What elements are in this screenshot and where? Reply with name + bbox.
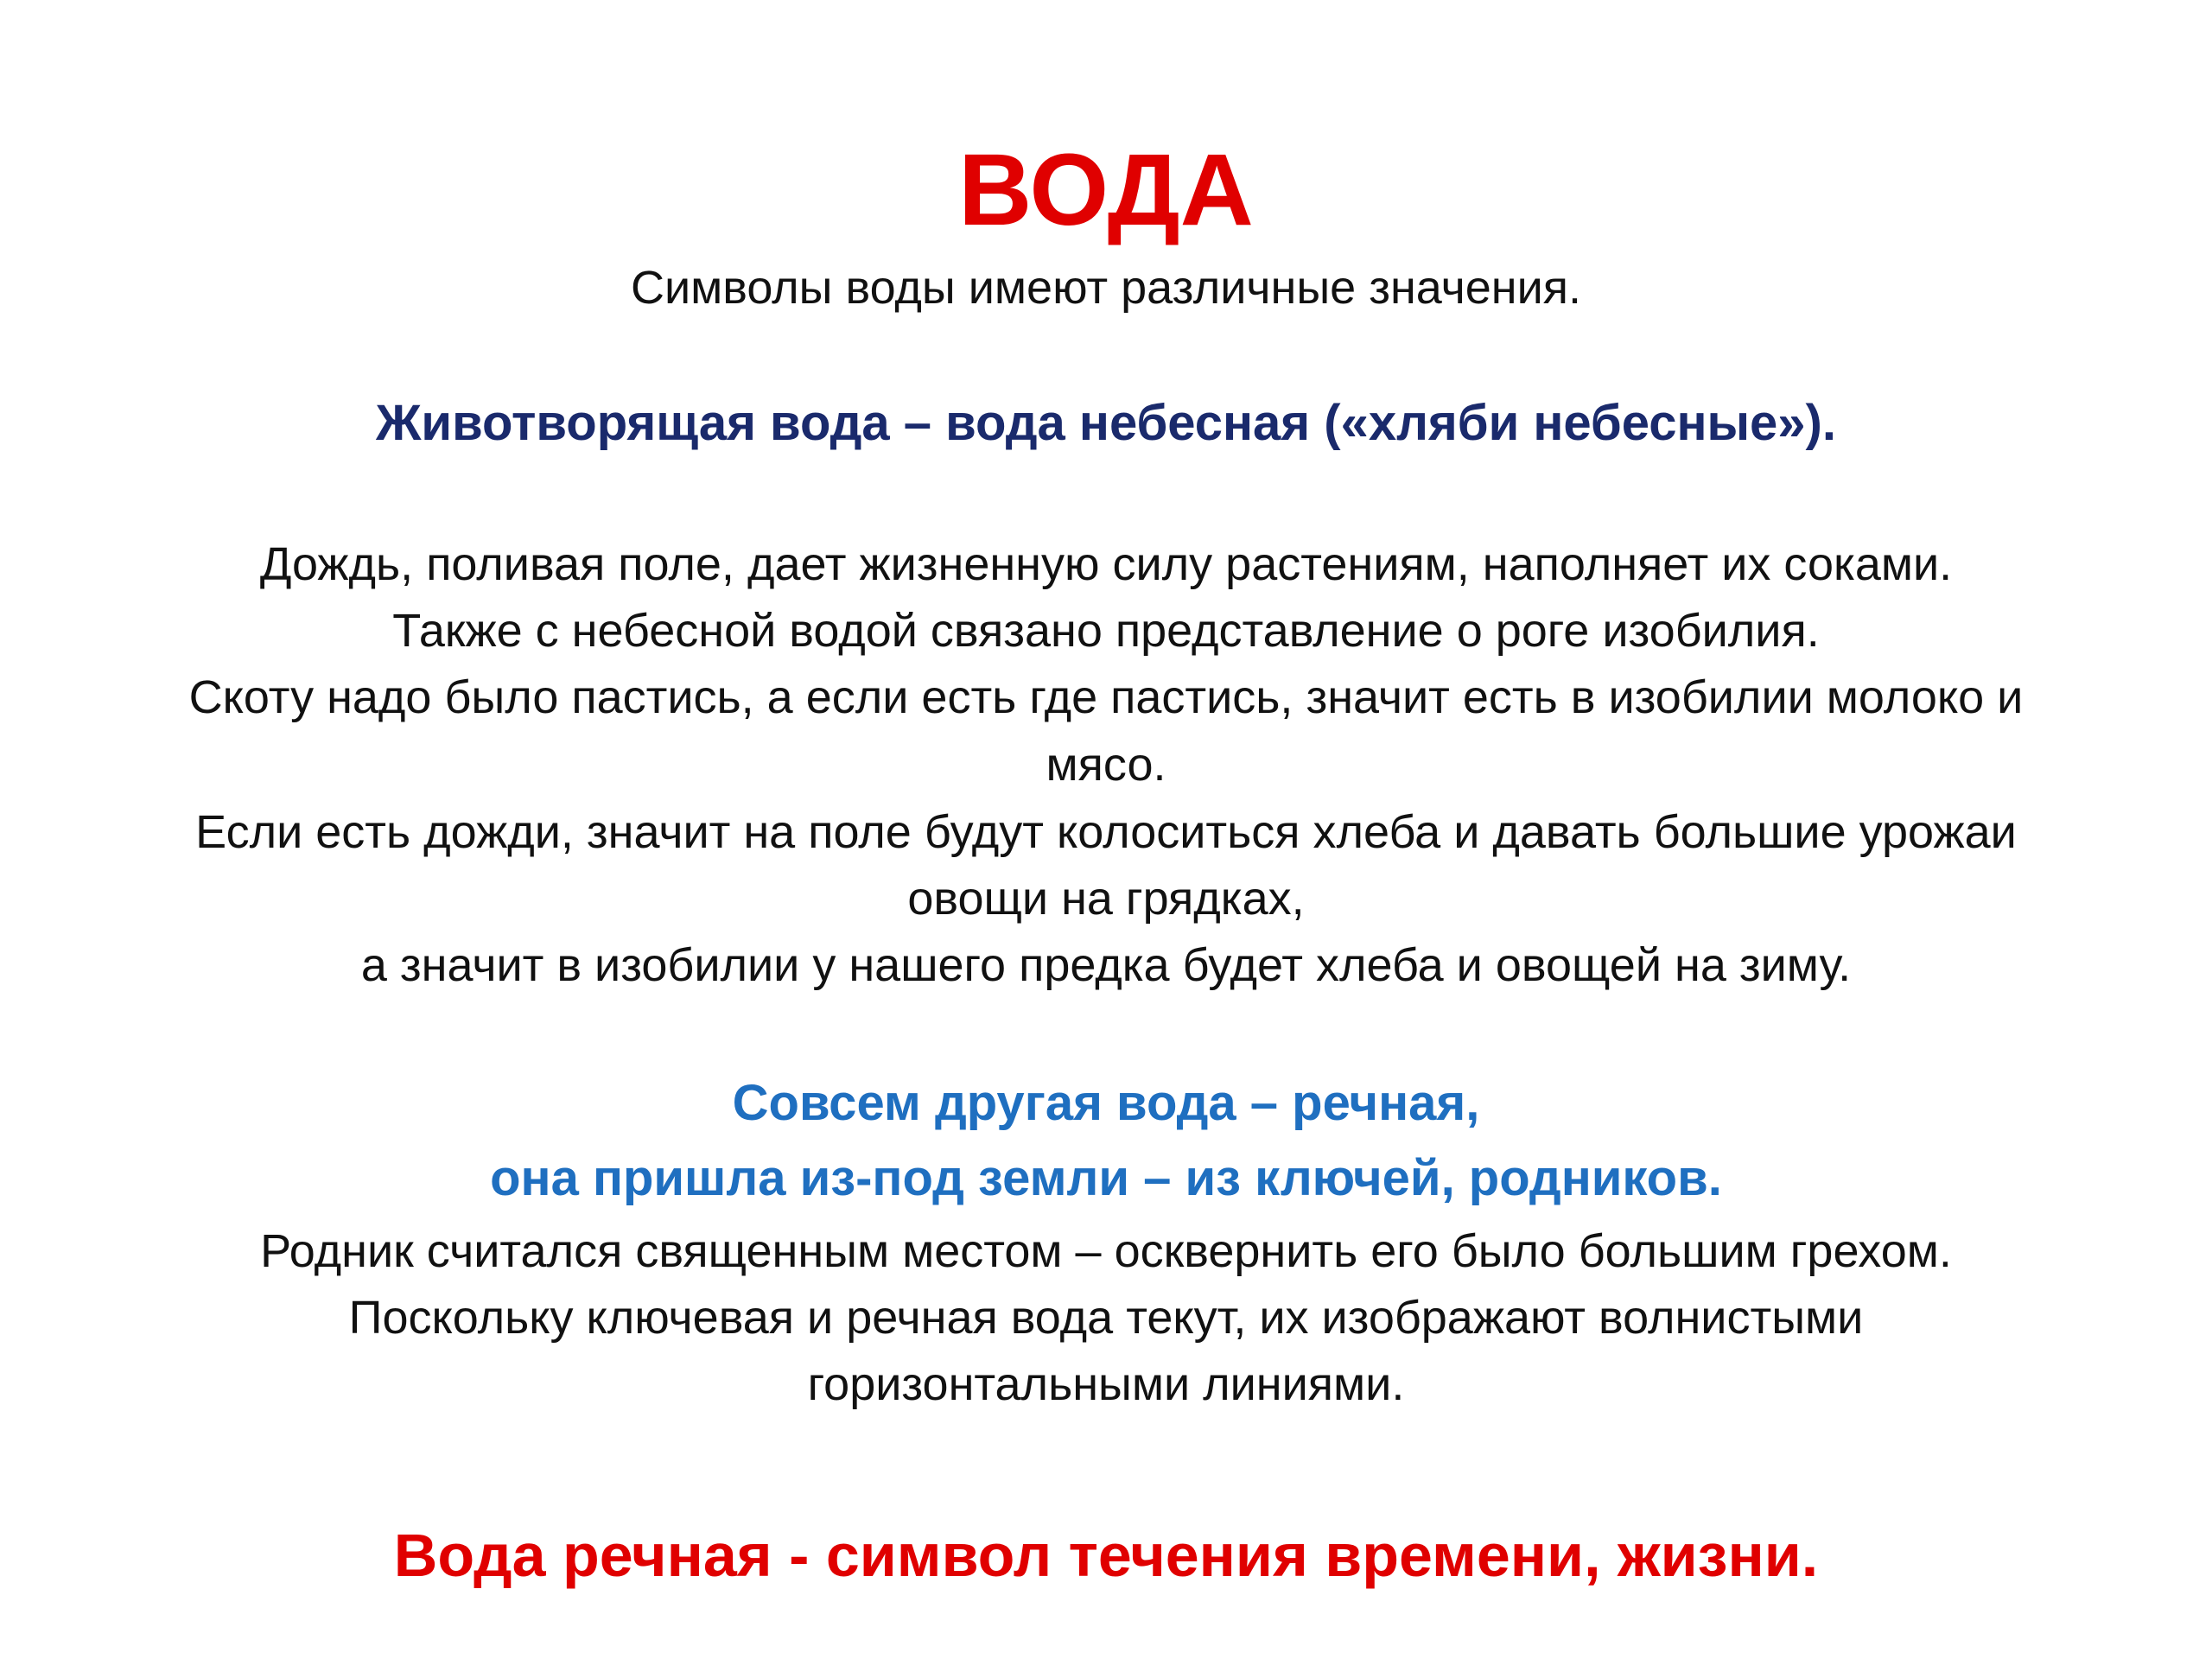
section1-line-4: мясо. <box>1046 739 1166 791</box>
section2-line-1: Родник считался священным местом – осквернить его было большим грехом. <box>260 1225 1952 1277</box>
conclusion: Вода речная - символ течения времени, жизни. <box>393 1522 1819 1589</box>
section1-line-5: Если есть дожди, значит на поле будут колоситься хлеба и давать большие урожаи <box>195 806 2017 858</box>
section1-line-1: Дождь, поливая поле, дает жизненную силу растениям, наполняет их соками. <box>259 538 1953 590</box>
section1-heading: Животворящая вода – вода небесная («хляби небесные»). <box>376 395 1836 451</box>
section1-line-7: а значит в изобилии у нашего предка будет хлеба и овощей на зиму. <box>360 939 1852 991</box>
subtitle: Символы воды имеют различные значения. <box>630 262 1582 314</box>
section2-line-2: Поскольку ключевая и речная вода текут, их изображают волнистыми <box>348 1292 1864 1344</box>
section2-heading-line-1: Совсем другая вода – речная, <box>732 1075 1480 1131</box>
section1-line-3: Скоту надо было пастись, а если есть где пастись, значит есть в изобилии молоко и <box>188 671 2024 723</box>
section1-line-2: Также с небесной водой связано представление о роге изобилия. <box>392 605 1820 657</box>
section2-line-3: горизонтальными линиями. <box>807 1358 1405 1410</box>
section1-line-6: овощи на грядках, <box>907 873 1305 925</box>
slide-title: ВОДА <box>958 133 1254 247</box>
section2-heading-line-2: она пришла из-под земли – из ключей, родников. <box>490 1150 1722 1206</box>
